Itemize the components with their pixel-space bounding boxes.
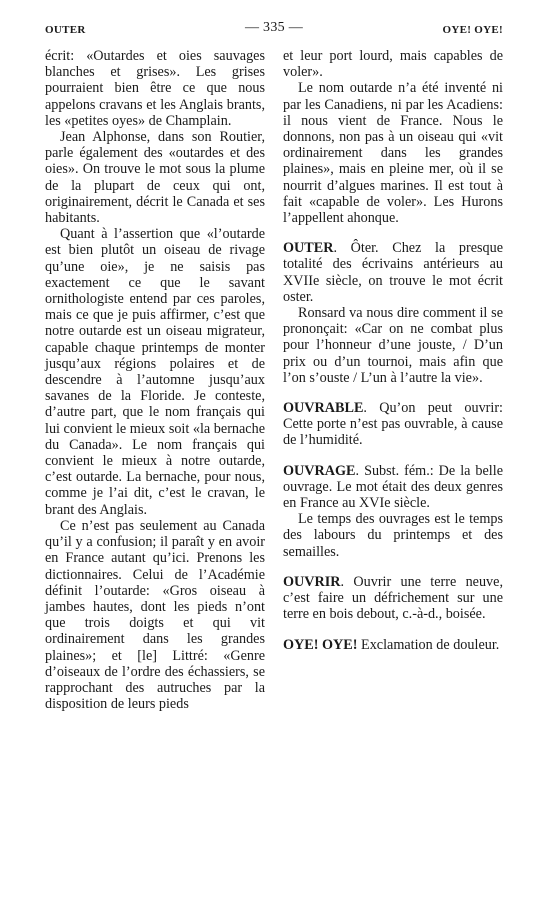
entry-headword: OUVRAGE bbox=[283, 462, 356, 479]
paragraph: Jean Alphonse, dans son Routier, parle également des «outardes et des oies». On trouve le mot sous la plume de la plupart de ceux qui ont, originairement, décrit le Canada et ses habitants. bbox=[45, 129, 265, 227]
header-right-headword: OYE! OYE! bbox=[442, 24, 503, 36]
entry-definition: Exclamation de douleur. bbox=[357, 636, 500, 653]
header-left-headword: OUTER bbox=[45, 24, 86, 36]
dictionary-entry-ouvrir bbox=[283, 574, 503, 623]
running-header bbox=[45, 22, 503, 40]
page-number: — 335 — bbox=[244, 20, 304, 35]
dictionary-entry-outer bbox=[283, 240, 503, 305]
paragraph: et leur port lourd, mais capables de voler». bbox=[283, 48, 503, 81]
entry-headword: OUVRIR bbox=[283, 573, 341, 590]
left-column bbox=[45, 48, 265, 712]
paragraph: Ronsard va nous dire comment il se prononçait: «Car on ne combat plus pour l’honneur d’une jouste, / D’un prix ou d’un tournoi, mais afin que l’on s’ouste / L’un à l’autre la vie». bbox=[283, 305, 503, 386]
paragraph: Quant à l’assertion que «l’outarde est bien plutôt un oiseau de rivage qu’une oie», je ne saisis pas exactement ce que le savant ornithologiste entend par ces paroles, mais ce que je puis affirmer, c’est que notre outarde est un oiseau migrateur, capable chaque printemps de monter jusqu’aux régions polaires et de descendre à l’automne jusqu’aux savanes de la Floride. Je conteste, d’autre part, que le nom français qui lui convient le mieux soit «la bernache du Canada». Le nom français qui convient le mieux à notre outarde, c’est outarde. La bernache, pour nous, comme je l’ai dit, c’est le cravan, le brant des Anglais. bbox=[45, 226, 265, 518]
paragraph: Le temps des ouvrages est le temps des labours du printemps et des semailles. bbox=[283, 511, 503, 560]
entry-definition: . Ôter. Chez la presque totalité des écrivains antérieurs au XVIIe siècle, on trouve le mot écrit oster. bbox=[283, 240, 503, 305]
entry-headword: OUVRABLE bbox=[283, 400, 364, 417]
dictionary-entry-ouvrable bbox=[283, 400, 503, 449]
paragraph: Ce n’est pas seulement au Canada qu’il y a confusion; il paraît y en avoir en France autant qu’ici. Prenons les dictionnaires. Celui de l’Académie définit l’outarde: «Gros oiseau à jambes hautes, dont les pieds n’ont que trois doigts et qui vit ordinairement dans les grandes plaines»; et [le] Littré: «Genre d’oiseaux de l’ordre des échassiers, se rapprochant des autruches par la disposition de leurs pieds bbox=[45, 517, 265, 713]
entry-definition: . Subst. fém.: De la belle ouvrage. Le mot était des deux genres en France au XVIe siècle. bbox=[283, 462, 503, 512]
entry-headword: OUTER bbox=[283, 240, 334, 257]
entry-definition: . Ouvrir une terre neuve, c’est faire un défrichement sur une terre en bois debout, c.-à-d., boisée. bbox=[283, 573, 503, 623]
right-column bbox=[283, 48, 503, 653]
dictionary-entry-oye-oye bbox=[283, 637, 503, 653]
entry-headword: OYE! OYE! bbox=[283, 636, 358, 653]
dictionary-entry-ouvrage bbox=[283, 463, 503, 512]
paragraph: Le nom outarde n’a été inventé ni par les Canadiens, ni par les Acadiens: il nous vient de France. Nous le donnons, non pas à un oiseau qui «vit ordinairement dans les grandes plaines», mais en pleine mer, où il se nourrit d’algues marines. Il est tout à fait «capable de voler». Les Hurons l’appellent ahonque. bbox=[283, 80, 503, 227]
paragraph: écrit: «Outardes et oies sauvages blanches et grises». Les grises pourraient bien être ce que nous appelons cravans et les Anglais brants, les «petites oyes» de Champlain. bbox=[45, 48, 265, 129]
entry-definition: . Qu’on peut ouvrir: Cette porte n’est pas ouvrable, à cause de l’humidité. bbox=[283, 400, 503, 449]
